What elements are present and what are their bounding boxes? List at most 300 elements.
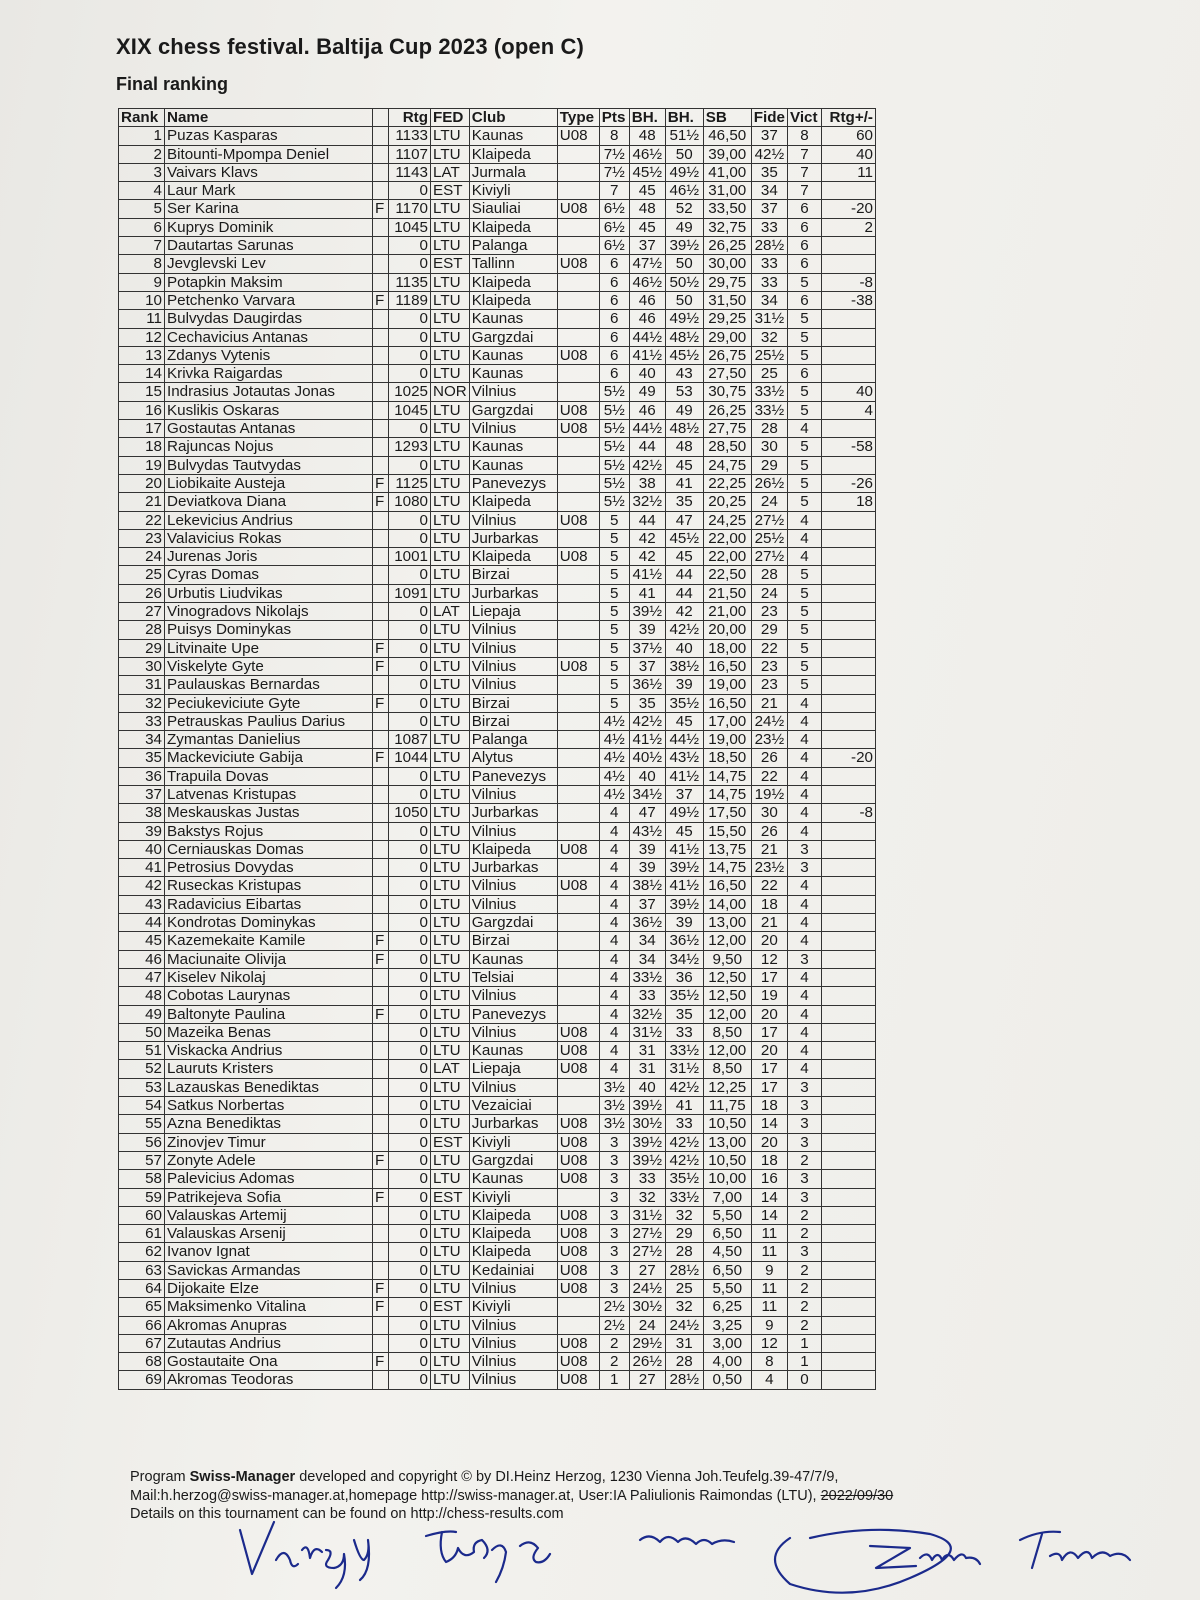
cell-sex — [373, 1042, 389, 1060]
cell-type: U08 — [557, 1042, 599, 1060]
cell-fide: 20 — [751, 932, 787, 950]
cell-buchholz-1: 39 — [629, 621, 665, 639]
cell-rank: 18 — [119, 438, 165, 456]
cell-buchholz-1: 29½ — [629, 1334, 665, 1352]
cell-rating-change — [821, 1005, 875, 1023]
cell-club: Vilnius — [469, 511, 557, 529]
cell-type — [557, 291, 599, 309]
cell-fide: 24 — [751, 584, 787, 602]
cell-federation: EST — [431, 1133, 470, 1151]
cell-fide: 4 — [751, 1371, 787, 1389]
cell-club: Klaipeda — [469, 548, 557, 566]
cell-name: Rajuncas Nojus — [165, 438, 373, 456]
cell-buchholz-2: 36½ — [665, 932, 703, 950]
cell-name: Petrosius Dovydas — [165, 859, 373, 877]
cell-sonneborn-berger: 21,50 — [703, 584, 751, 602]
cell-club: Panevezys — [469, 474, 557, 492]
cell-rating-change — [821, 1371, 875, 1389]
cell-sex — [373, 255, 389, 273]
cell-rating-change: -8 — [821, 273, 875, 291]
cell-buchholz-1: 26½ — [629, 1353, 665, 1371]
cell-fide: 17 — [751, 1060, 787, 1078]
cell-rating-change — [821, 1298, 875, 1316]
cell-type: U08 — [557, 511, 599, 529]
table-row — [119, 511, 876, 529]
cell-points: 3 — [599, 1206, 629, 1224]
cell-fide: 25½ — [751, 529, 787, 547]
table-row — [119, 127, 876, 145]
cell-rank: 39 — [119, 822, 165, 840]
cell-buchholz-1: 33 — [629, 987, 665, 1005]
cell-fide: 34 — [751, 182, 787, 200]
cell-club: Kiviyli — [469, 182, 557, 200]
cell-rank: 42 — [119, 877, 165, 895]
cell-club: Vilnius — [469, 877, 557, 895]
cell-victories: 6 — [787, 237, 821, 255]
cell-sonneborn-berger: 22,00 — [703, 548, 751, 566]
cell-sex — [373, 1243, 389, 1261]
table-row — [119, 749, 876, 767]
cell-sex — [373, 785, 389, 803]
cell-rating: 1125 — [389, 474, 431, 492]
cell-victories: 4 — [787, 731, 821, 749]
cell-buchholz-1: 38 — [629, 474, 665, 492]
cell-rank: 15 — [119, 383, 165, 401]
cell-buchholz-1: 47½ — [629, 255, 665, 273]
cell-fide: 33½ — [751, 401, 787, 419]
cell-sex — [373, 566, 389, 584]
cell-buchholz-2: 35½ — [665, 1170, 703, 1188]
cell-victories: 5 — [787, 346, 821, 364]
cell-fide: 19 — [751, 987, 787, 1005]
cell-buchholz-1: 46½ — [629, 145, 665, 163]
cell-buchholz-1: 41½ — [629, 346, 665, 364]
cell-rating-change — [821, 255, 875, 273]
cell-fide: 21 — [751, 694, 787, 712]
cell-buchholz-2: 53 — [665, 383, 703, 401]
cell-sonneborn-berger: 22,25 — [703, 474, 751, 492]
cell-fide: 35 — [751, 163, 787, 181]
cell-sex: F — [373, 1298, 389, 1316]
cell-name: Mazeika Benas — [165, 1023, 373, 1041]
cell-sex — [373, 127, 389, 145]
cell-sex — [373, 1060, 389, 1078]
cell-buchholz-2: 50½ — [665, 273, 703, 291]
cell-federation: LTU — [431, 273, 470, 291]
footer-line-2 — [130, 1487, 893, 1506]
cell-type: U08 — [557, 1170, 599, 1188]
cell-rank: 4 — [119, 182, 165, 200]
cell-sonneborn-berger: 6,50 — [703, 1261, 751, 1279]
cell-club: Kaunas — [469, 438, 557, 456]
cell-fide: 11 — [751, 1243, 787, 1261]
cell-fide: 28½ — [751, 237, 787, 255]
cell-name: Latvenas Kristupas — [165, 785, 373, 803]
cell-buchholz-1: 41½ — [629, 731, 665, 749]
cell-sonneborn-berger: 22,00 — [703, 529, 751, 547]
cell-buchholz-2: 48½ — [665, 420, 703, 438]
cell-fide: 42½ — [751, 145, 787, 163]
cell-sex: F — [373, 657, 389, 675]
cell-name: Zymantas Danielius — [165, 731, 373, 749]
cell-buchholz-2: 40 — [665, 639, 703, 657]
cell-sex — [373, 621, 389, 639]
cell-type — [557, 987, 599, 1005]
cell-rating: 0 — [389, 346, 431, 364]
cell-club: Palanga — [469, 731, 557, 749]
cell-fide: 18 — [751, 1097, 787, 1115]
cell-rating-change — [821, 237, 875, 255]
cell-sonneborn-berger: 41,00 — [703, 163, 751, 181]
cell-rating-change — [821, 1042, 875, 1060]
cell-federation: EST — [431, 255, 470, 273]
cell-rank: 64 — [119, 1280, 165, 1298]
cell-rank: 14 — [119, 365, 165, 383]
cell-sex — [373, 218, 389, 236]
cell-sonneborn-berger: 16,50 — [703, 657, 751, 675]
cell-type: U08 — [557, 657, 599, 675]
cell-name: Deviatkova Diana — [165, 493, 373, 511]
cell-rating-change — [821, 420, 875, 438]
cell-club: Panevezys — [469, 767, 557, 785]
cell-sex: F — [373, 639, 389, 657]
cell-rank: 50 — [119, 1023, 165, 1041]
cell-rank: 12 — [119, 328, 165, 346]
cell-sonneborn-berger: 26,25 — [703, 401, 751, 419]
cell-sonneborn-berger: 12,50 — [703, 987, 751, 1005]
cell-points: 6½ — [599, 218, 629, 236]
cell-fide: 22 — [751, 639, 787, 657]
cell-rating-change — [821, 968, 875, 986]
cell-rating: 0 — [389, 1353, 431, 1371]
cell-sonneborn-berger: 5,50 — [703, 1206, 751, 1224]
cell-rank: 58 — [119, 1170, 165, 1188]
cell-name: Cobotas Laurynas — [165, 987, 373, 1005]
cell-buchholz-1: 37 — [629, 237, 665, 255]
cell-fide: 23 — [751, 676, 787, 694]
cell-federation: LTU — [431, 840, 470, 858]
cell-victories: 4 — [787, 822, 821, 840]
cell-sonneborn-berger: 31,00 — [703, 182, 751, 200]
cell-buchholz-2: 24½ — [665, 1316, 703, 1334]
cell-club: Vilnius — [469, 676, 557, 694]
cell-points: 4 — [599, 950, 629, 968]
cell-points: 5½ — [599, 474, 629, 492]
table-row — [119, 1097, 876, 1115]
table-row — [119, 365, 876, 383]
cell-buchholz-1: 46 — [629, 401, 665, 419]
cell-buchholz-1: 48 — [629, 200, 665, 218]
cell-buchholz-2: 45½ — [665, 346, 703, 364]
cell-federation: LAT — [431, 603, 470, 621]
table-row — [119, 932, 876, 950]
cell-points: 6 — [599, 291, 629, 309]
cell-rating: 1045 — [389, 218, 431, 236]
cell-buchholz-2: 31½ — [665, 1060, 703, 1078]
column-header-buchholz-2: BH. — [665, 109, 703, 127]
cell-sonneborn-berger: 14,75 — [703, 859, 751, 877]
cell-fide: 30 — [751, 804, 787, 822]
cell-federation: LTU — [431, 1115, 470, 1133]
cell-points: 5 — [599, 584, 629, 602]
cell-rank: 59 — [119, 1188, 165, 1206]
cell-buchholz-1: 33 — [629, 1170, 665, 1188]
cell-points: 6 — [599, 328, 629, 346]
cell-rating: 0 — [389, 968, 431, 986]
cell-sex — [373, 877, 389, 895]
cell-sonneborn-berger: 10,50 — [703, 1151, 751, 1169]
cell-buchholz-2: 43 — [665, 365, 703, 383]
cell-buchholz-1: 34 — [629, 950, 665, 968]
cell-rank: 37 — [119, 785, 165, 803]
cell-rank: 6 — [119, 218, 165, 236]
cell-buchholz-2: 41½ — [665, 840, 703, 858]
cell-type — [557, 493, 599, 511]
cell-type: U08 — [557, 420, 599, 438]
cell-victories: 5 — [787, 493, 821, 511]
cell-buchholz-2: 33 — [665, 1115, 703, 1133]
cell-type — [557, 383, 599, 401]
cell-type — [557, 731, 599, 749]
table-row — [119, 1115, 876, 1133]
cell-sonneborn-berger: 30,75 — [703, 383, 751, 401]
cell-points: 3½ — [599, 1115, 629, 1133]
table-row — [119, 603, 876, 621]
cell-rating: 1170 — [389, 200, 431, 218]
cell-buchholz-2: 49½ — [665, 310, 703, 328]
cell-points: 6½ — [599, 237, 629, 255]
cell-rating: 0 — [389, 1151, 431, 1169]
cell-fide: 9 — [751, 1261, 787, 1279]
cell-victories: 5 — [787, 639, 821, 657]
cell-victories: 7 — [787, 145, 821, 163]
cell-type — [557, 145, 599, 163]
cell-rating: 0 — [389, 603, 431, 621]
cell-points: 3 — [599, 1133, 629, 1151]
cell-club: Vilnius — [469, 1371, 557, 1389]
cell-rating: 0 — [389, 1097, 431, 1115]
cell-rank: 48 — [119, 987, 165, 1005]
column-header-rating-change: Rtg+/- — [821, 109, 875, 127]
cell-type — [557, 474, 599, 492]
cell-buchholz-2: 35½ — [665, 694, 703, 712]
cell-federation: LTU — [431, 731, 470, 749]
cell-points: 4 — [599, 987, 629, 1005]
cell-name: Cyras Domas — [165, 566, 373, 584]
cell-rank: 47 — [119, 968, 165, 986]
cell-rating-change — [821, 932, 875, 950]
cell-club: Birzai — [469, 712, 557, 730]
handwritten-signature — [230, 1510, 1190, 1596]
cell-sonneborn-berger: 19,00 — [703, 731, 751, 749]
cell-victories: 4 — [787, 1023, 821, 1041]
cell-club: Klaipeda — [469, 493, 557, 511]
cell-rank: 49 — [119, 1005, 165, 1023]
cell-buchholz-2: 45½ — [665, 529, 703, 547]
cell-rating-change — [821, 731, 875, 749]
cell-federation: LTU — [431, 1078, 470, 1096]
cell-sex — [373, 420, 389, 438]
cell-rank: 26 — [119, 584, 165, 602]
cell-rating-change: -8 — [821, 804, 875, 822]
cell-rank: 54 — [119, 1097, 165, 1115]
cell-type — [557, 621, 599, 639]
cell-federation: LTU — [431, 712, 470, 730]
cell-sex — [373, 712, 389, 730]
cell-buchholz-2: 50 — [665, 145, 703, 163]
cell-club: Kaunas — [469, 456, 557, 474]
cell-sex — [373, 1023, 389, 1041]
column-header-type: Type — [557, 109, 599, 127]
cell-fide: 21 — [751, 914, 787, 932]
cell-name: Trapuila Dovas — [165, 767, 373, 785]
cell-type: U08 — [557, 1371, 599, 1389]
cell-federation: LTU — [431, 218, 470, 236]
cell-sex: F — [373, 1280, 389, 1298]
cell-victories: 4 — [787, 785, 821, 803]
table-row — [119, 804, 876, 822]
cell-fide: 19½ — [751, 785, 787, 803]
cell-name: Bitounti-Mpompa Deniel — [165, 145, 373, 163]
cell-type: U08 — [557, 840, 599, 858]
cell-rating: 0 — [389, 676, 431, 694]
cell-type — [557, 328, 599, 346]
cell-buchholz-1: 41½ — [629, 566, 665, 584]
cell-sex: F — [373, 291, 389, 309]
cell-name: Valauskas Arsenij — [165, 1225, 373, 1243]
table-row — [119, 1280, 876, 1298]
table-row — [119, 1023, 876, 1041]
cell-victories: 0 — [787, 1371, 821, 1389]
cell-type — [557, 932, 599, 950]
cell-buchholz-1: 47 — [629, 804, 665, 822]
table-row — [119, 1188, 876, 1206]
cell-buchholz-2: 49 — [665, 218, 703, 236]
cell-points: 2 — [599, 1353, 629, 1371]
cell-club: Klaipeda — [469, 1206, 557, 1224]
column-header-sex — [373, 109, 389, 127]
cell-sex — [373, 456, 389, 474]
cell-rating-change: -20 — [821, 200, 875, 218]
cell-rating: 0 — [389, 1133, 431, 1151]
cell-rating: 1080 — [389, 493, 431, 511]
cell-federation: LTU — [431, 914, 470, 932]
cell-buchholz-2: 32 — [665, 1298, 703, 1316]
cell-points: 3 — [599, 1225, 629, 1243]
cell-sex: F — [373, 950, 389, 968]
cell-club: Jurbarkas — [469, 529, 557, 547]
cell-type: U08 — [557, 1206, 599, 1224]
cell-buchholz-1: 39½ — [629, 1151, 665, 1169]
cell-rank: 35 — [119, 749, 165, 767]
cell-type: U08 — [557, 1334, 599, 1352]
cell-fide: 27½ — [751, 511, 787, 529]
table-row — [119, 218, 876, 236]
cell-sonneborn-berger: 4,00 — [703, 1353, 751, 1371]
cell-buchholz-1: 37 — [629, 657, 665, 675]
cell-victories: 4 — [787, 987, 821, 1005]
cell-fide: 23½ — [751, 731, 787, 749]
cell-buchholz-2: 45 — [665, 822, 703, 840]
cell-rating: 0 — [389, 1334, 431, 1352]
cell-rank: 28 — [119, 621, 165, 639]
cell-victories: 6 — [787, 255, 821, 273]
cell-rating-change — [821, 1115, 875, 1133]
cell-federation: LAT — [431, 163, 470, 181]
column-header-points: Pts — [599, 109, 629, 127]
cell-fide: 12 — [751, 1334, 787, 1352]
cell-victories: 6 — [787, 365, 821, 383]
cell-rating: 1293 — [389, 438, 431, 456]
table-row — [119, 420, 876, 438]
cell-rating: 0 — [389, 822, 431, 840]
cell-victories: 4 — [787, 420, 821, 438]
cell-sex — [373, 1316, 389, 1334]
cell-rating: 0 — [389, 840, 431, 858]
cell-rank: 40 — [119, 840, 165, 858]
cell-club: Kaunas — [469, 346, 557, 364]
cell-sonneborn-berger: 0,50 — [703, 1371, 751, 1389]
cell-federation: LTU — [431, 1261, 470, 1279]
cell-federation: NOR — [431, 383, 470, 401]
cell-rank: 17 — [119, 420, 165, 438]
cell-type: U08 — [557, 1225, 599, 1243]
cell-sex — [373, 1225, 389, 1243]
cell-buchholz-2: 42½ — [665, 1078, 703, 1096]
cell-name: Satkus Norbertas — [165, 1097, 373, 1115]
cell-club: Klaipeda — [469, 840, 557, 858]
cell-federation: LTU — [431, 1316, 470, 1334]
cell-buchholz-1: 36½ — [629, 914, 665, 932]
cell-victories: 3 — [787, 1115, 821, 1133]
cell-rating: 0 — [389, 1115, 431, 1133]
cell-name: Kazemekaite Kamile — [165, 932, 373, 950]
cell-buchholz-1: 31 — [629, 1060, 665, 1078]
cell-type — [557, 859, 599, 877]
cell-rating-change — [821, 877, 875, 895]
cell-rating: 1133 — [389, 127, 431, 145]
cell-rank: 5 — [119, 200, 165, 218]
cell-rating-change: -20 — [821, 749, 875, 767]
cell-fide: 37 — [751, 127, 787, 145]
cell-buchholz-1: 40 — [629, 1078, 665, 1096]
cell-buchholz-2: 42½ — [665, 1133, 703, 1151]
cell-sonneborn-berger: 30,00 — [703, 255, 751, 273]
cell-rating: 0 — [389, 237, 431, 255]
cell-sex — [373, 914, 389, 932]
cell-rating-change — [821, 822, 875, 840]
cell-fide: 31½ — [751, 310, 787, 328]
table-body — [119, 127, 876, 1389]
cell-buchholz-1: 45 — [629, 182, 665, 200]
cell-points: 4 — [599, 1023, 629, 1041]
table-row — [119, 639, 876, 657]
cell-club: Siauliai — [469, 200, 557, 218]
cell-victories: 3 — [787, 1078, 821, 1096]
cell-buchholz-1: 37½ — [629, 639, 665, 657]
cell-victories: 4 — [787, 767, 821, 785]
cell-fide: 25 — [751, 365, 787, 383]
cell-victories: 4 — [787, 548, 821, 566]
table-row — [119, 767, 876, 785]
cell-federation: LTU — [431, 676, 470, 694]
cell-rank: 32 — [119, 694, 165, 712]
cell-type — [557, 584, 599, 602]
cell-club: Klaipeda — [469, 218, 557, 236]
cell-sex — [373, 1097, 389, 1115]
cell-points: 6 — [599, 255, 629, 273]
cell-rating-change — [821, 1151, 875, 1169]
